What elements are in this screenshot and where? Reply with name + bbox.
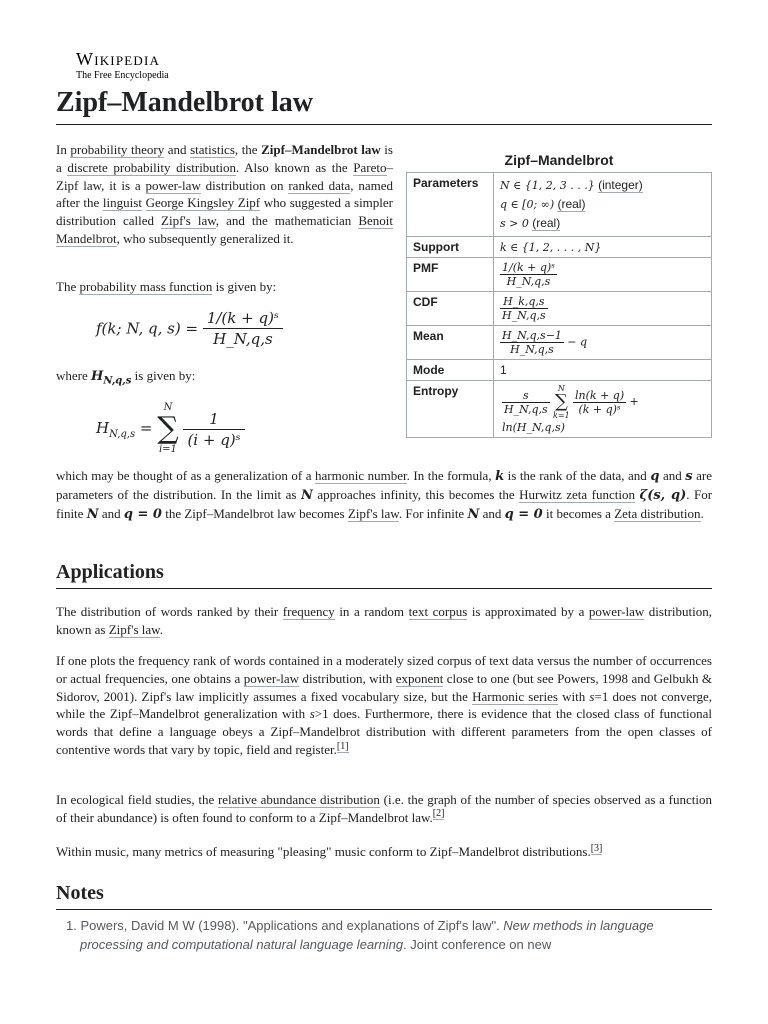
- infobox-row-mode: Mode 1: [407, 360, 712, 381]
- applications-paragraph-2: If one plots the frequency rank of words contained in a moderately sized corpus of text data versus the number of occurrences or actual frequencies, one obtains a power-law distribution, with exponent close to one (but see Powers, 1998 and Gelbukh & Sidorov, 2001). Zipf's law implicitly assumes a fixed vocabulary size, but the Harmonic series with s=1 does not converge, while the Zipf–Mandelbrot generalization with s>1 does. Furthermore, there is evidence that the closed class of functional words that define a language obeys a Zipf–Mandelbrot distribution with different parameters from the open classes of contentive words that vary by topic, field and register.[1]: [56, 653, 713, 757]
- link-probability-mass-function[interactable]: probability mass function: [79, 279, 213, 294]
- wikipedia-tagline: The Free Encyclopedia: [76, 70, 169, 81]
- link-frequency[interactable]: frequency: [282, 604, 335, 619]
- link-zipfs-law-3[interactable]: Zipf's law: [108, 621, 160, 637]
- infobox-row-parameters: Parameters N ∈ {1, 2, 3 . . .} (integer) q ∈ [0; ∞) (real) s > 0 (real): [407, 173, 712, 237]
- link-integer[interactable]: (integer): [598, 178, 643, 192]
- link-george-kingsley-zipf[interactable]: George Kingsley Zipf: [145, 195, 261, 211]
- link-ranked-data[interactable]: ranked data: [288, 177, 351, 193]
- link-power-law-3[interactable]: power-law: [243, 670, 300, 686]
- link-linguist[interactable]: linguist: [102, 195, 142, 211]
- infobox: [406, 148, 712, 438]
- heading-notes: Notes: [56, 879, 712, 910]
- notes-list: [66, 916, 712, 954]
- intro-paragraph-4: which may be thought of as a generalization of a harmonic number. In the formula, k is the rank of the data, and q and s are parameters of the distribution. In the limit as N approaches infinity, this becomes the Hurwitz zeta function ζ(s, q). For finite N and q = 0 the Zipf–Mandelbrot law becomes Zipf's law. For infinite N and q = 0 it becomes a Zeta distribution.: [56, 468, 713, 522]
- page-title: Zipf–Mandelbrot law: [56, 84, 712, 125]
- infobox-row-cdf: CDF $\frac{H\_k,q,s}{H\_N,q,s}$: [407, 292, 712, 326]
- link-zipfs-law-2[interactable]: Zipf's law: [347, 505, 399, 521]
- infobox-row-support: Support k ∈ {1, 2, . . . , N}: [407, 237, 712, 258]
- link-hurwitz-zeta-function[interactable]: Hurwitz zeta function: [519, 486, 636, 502]
- note-item-1: 1. Powers, David M W (1998). "Applications and explanations of Zipf's law". New methods in language processing and computational natural language learning. Joint conference on new: [66, 918, 654, 952]
- link-probability-theory[interactable]: probability theory: [70, 142, 165, 157]
- link-power-law[interactable]: power-law: [145, 177, 201, 193]
- link-real-2[interactable]: (real): [532, 216, 561, 230]
- harmonic-formula: $H_{N,q,s}$ = N ∑ i=1 $\frac{1}{\text{(i + q)ˢ}}$: [96, 402, 245, 456]
- link-benoit-mandelbrot[interactable]: Benoit Mandelbrot: [56, 213, 393, 246]
- link-harmonic-number[interactable]: harmonic number: [315, 468, 407, 483]
- citation-1[interactable]: [1]: [336, 740, 349, 752]
- wikipedia-logo[interactable]: [76, 49, 169, 82]
- applications-paragraph-1: The distribution of words ranked by their frequency in a random text corpus is approximated by a power-law distribution, known as Zipf's law.: [56, 604, 712, 637]
- applications-paragraph-3: In ecological field studies, the relative abundance distribution (i.e. the graph of the number of species observed as a function of their abundance) is often found to conform to a Zipf–Mandelbrot law.[2]: [56, 792, 712, 825]
- link-zeta-distribution[interactable]: Zeta distribution: [614, 505, 701, 521]
- infobox-row-pmf: PMF $\frac{\text{1/(k + q)ˢ}}{H\_N,q,s}$: [407, 258, 712, 292]
- link-pareto[interactable]: Pareto: [353, 159, 387, 175]
- pmf-formula: f(k; N, q, s) = $\frac{\text{1/(k + q)ˢ}}{H\_N,q,s}$: [96, 308, 283, 349]
- link-harmonic-series[interactable]: Harmonic series: [472, 688, 558, 704]
- link-power-law-2[interactable]: power-law: [588, 604, 645, 619]
- infobox-caption: Zipf–Mandelbrot: [504, 152, 614, 168]
- heading-applications: Applications: [56, 558, 712, 589]
- applications-paragraph-4: Within music, many metrics of measuring "pleasing" music conform to Zipf–Mandelbrot distributions.[3]: [56, 842, 603, 859]
- link-text-corpus[interactable]: text corpus: [408, 604, 468, 619]
- intro-paragraph-2: The probability mass function is given by:: [56, 279, 277, 294]
- intro-paragraph-1: In probability theory and statistics, the Zipf–Mandelbrot law is a discrete probability distribution. Also known as the Pareto–Zipf law, it is a power-law distribution on ranked data, named after the linguist George Kingsley Zipf who suggested a simpler distribution called Zipf's law, and the mathematician Benoit Mandelbrot, who subsequently generalized it.: [56, 142, 394, 246]
- citation-2[interactable]: [2]: [432, 808, 445, 820]
- citation-3[interactable]: [3]: [590, 842, 603, 854]
- link-real[interactable]: (real): [557, 197, 586, 211]
- wikipedia-wordmark: Wikipedia: [76, 49, 161, 69]
- link-exponent[interactable]: exponent: [395, 670, 444, 686]
- link-discrete-probability-distribution[interactable]: discrete probability distribution: [67, 159, 237, 175]
- infobox-row-entropy: Entropy $\frac{s}{H\_N,q,s}$ N ∑ k=1 $\frac{\ln(k + q)}{\text{(k + q)ˢ}}$ + ln(H_N,q,s): [407, 381, 712, 438]
- infobox-row-mean: Mean $\frac{H\_N,q,s-1}{H\_N,q,s}$ − q: [407, 326, 712, 360]
- link-statistics[interactable]: statistics: [190, 142, 235, 157]
- intro-paragraph-3: where $H_{N,q,s}$ is given by:: [56, 368, 196, 387]
- link-relative-abundance-distribution[interactable]: relative abundance distribution: [217, 792, 380, 807]
- link-zipfs-law[interactable]: Zipf's law: [161, 213, 216, 229]
